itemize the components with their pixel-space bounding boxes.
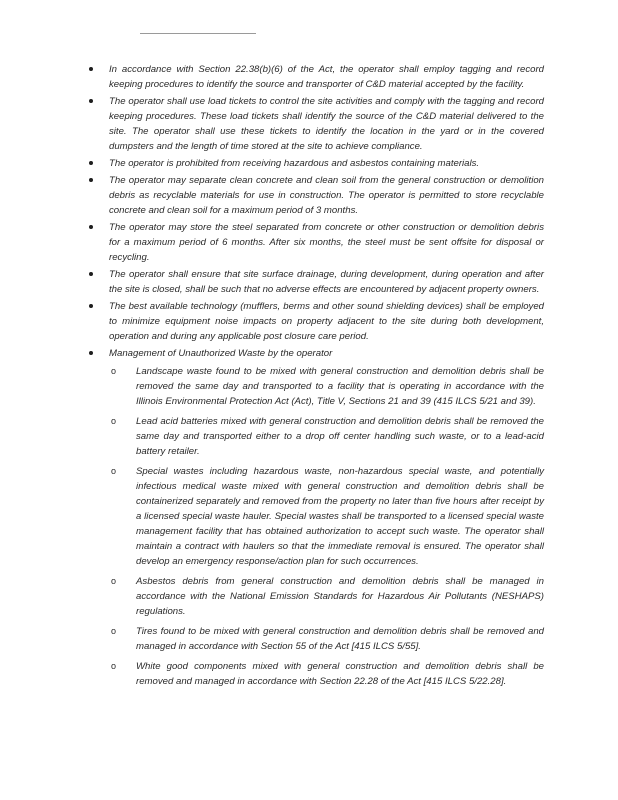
bullet-icon <box>89 67 93 71</box>
sub-bullet-icon: o <box>111 366 117 376</box>
bullet-icon <box>89 304 93 308</box>
sub-item-asbestos <box>109 574 544 619</box>
bullet-text: In accordance with Section 22.38(b)(6) of the Act, the operator shall employ tagging and record keeping procedures to identify the source and transporter of C&D material accepted by the facility. <box>109 64 544 90</box>
sub-item-text: Lead acid batteries mixed with general construction and demolition debris shall be removed the same day and transported either to a drop off center handling such waste, or to a lead-acid battery retailer. <box>136 416 544 457</box>
bullet-text: The operator shall use load tickets to control the site activities and comply with the tagging and record keeping procedures. These load tickets shall identify the source of the C&D material delivered to the site. The operator shall use these tickets to identify the location in the yard or in the covered dumpsters and the length of time stored at the site to achieve compliance. <box>109 96 544 152</box>
bullet-icon <box>89 225 93 229</box>
bullet-icon <box>89 272 93 276</box>
sub-item-text: Landscape waste found to be mixed with general construction and demolition debris shall be removed the same day and transported to a facility that is operating in accordance with the Illinois Environmental Protection Act (Act), Title V, Sections 21 and 39 (415 ILCS 5/21 and 39). <box>136 366 544 407</box>
sub-item-landscape-waste <box>109 364 544 409</box>
bullet-icon <box>89 161 93 165</box>
bullet-icon <box>89 351 93 355</box>
bullet-item-drainage <box>88 267 544 297</box>
bullet-list <box>88 62 544 689</box>
sub-item-text: Special wastes including hazardous waste, non-hazardous special waste, and potentially infectious medical waste mixed with general construction and demolition debris shall be containerized separately and removed from the property no later than five hours after receipt by a licensed special waste hauler. Special wastes shall be transported to a licensed special waste management facility that has obtained authorization to accept such waste. The operator shall maintain a contract with haulers so that the immediate removal is ensured. The operator shall develop an emergency response/action plan for such occurrences. <box>136 466 544 567</box>
bullet-text: The operator may store the steel separated from concrete or other construction or demolition debris for a maximum period of 6 months. After six months, the steel must be sent offsite for disposal or recycling. <box>109 222 544 263</box>
bullet-item-hazardous <box>88 156 544 171</box>
bullet-item-concrete <box>88 173 544 218</box>
sub-bullet-icon: o <box>111 416 117 426</box>
bullet-icon <box>89 178 93 182</box>
bullet-text: The operator is prohibited from receiving hazardous and asbestos containing materials. <box>109 158 480 169</box>
sub-item-special-wastes <box>109 464 544 569</box>
bullet-item-unauthorized-waste <box>88 346 544 689</box>
sub-bullet-icon: o <box>111 626 117 636</box>
sub-item-white-goods <box>109 659 544 689</box>
bullet-item-steel <box>88 220 544 265</box>
sub-list <box>109 364 544 689</box>
bullet-item-noise <box>88 299 544 344</box>
document-body <box>88 62 544 694</box>
sub-item-text: White good components mixed with general construction and demolition debris shall be removed and managed in accordance with Section 22.28 of the Act [415 ILCS 5/22.28]. <box>136 661 544 687</box>
bullet-icon <box>89 99 93 103</box>
bullet-item-load-tickets <box>88 94 544 154</box>
bullet-text: The operator shall ensure that site surface drainage, during development, during operation and after the site is closed, shall be such that no adverse effects are encountered by adjacent property owners. <box>109 269 544 295</box>
sub-bullet-icon: o <box>111 576 117 586</box>
header-rule <box>140 33 256 34</box>
sub-item-tires <box>109 624 544 654</box>
sub-bullet-icon: o <box>111 466 117 476</box>
sub-bullet-icon: o <box>111 661 117 671</box>
bullet-item-tagging <box>88 62 544 92</box>
bullet-text: Management of Unauthorized Waste by the operator <box>109 348 333 359</box>
bullet-text: The operator may separate clean concrete and clean soil from the general construction or demolition debris as recyclable materials for use in construction. The operator is permitted to store recyclable concrete and clean soil for a maximum period of 3 months. <box>109 175 544 216</box>
sub-item-text: Asbestos debris from general construction and demolition debris shall be managed in accordance with the National Emission Standards for Hazardous Air Pollutants (NESHAPS) regulations. <box>136 576 544 617</box>
sub-item-lead-acid-batteries <box>109 414 544 459</box>
bullet-text: The best available technology (mufflers, berms and other sound shielding devices) shall be employed to minimize equipment noise impacts on property adjacent to the site during both development, operation and during any applicable post closure care period. <box>109 301 544 342</box>
sub-item-text: Tires found to be mixed with general construction and demolition debris shall be removed and managed in accordance with Section 55 of the Act [415 ILCS 5/55]. <box>136 626 544 652</box>
